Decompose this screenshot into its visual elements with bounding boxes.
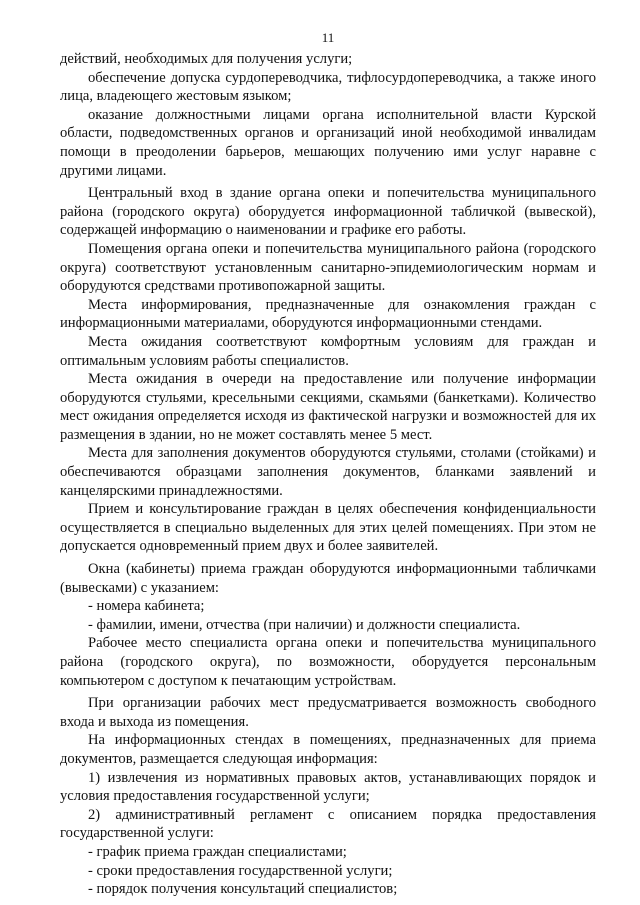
paragraph: оказание должностными лицами органа исполнительной власти Курской области, подведомственных органов и организаций иной необходимой инвалидам помощи в преодолении барьеров, мешающих получению ими услуг наравне с другими лицами.	[60, 106, 596, 179]
paragraph: обеспечение допуска сурдопереводчика, тифлосурдопереводчика, а также иного лица, владеющего жестовым языком;	[60, 69, 596, 105]
paragraph: Рабочее место специалиста органа опеки и попечительства муниципального района (городского округа), по возможности, оборудуется персональным компьютером с доступом к печатающим устройствам.	[60, 635, 596, 689]
paragraph: Места ожидания в очереди на предоставление или получение информации оборудуются стульями, кресельными секциями, скамьями (банкетками). Количество мест ожидания определяется исходя из фактической нагрузки и возможностей для их размещения в здании, но не может составлять менее 5 мест.	[60, 371, 596, 443]
list-item: - номера кабинета;	[88, 598, 205, 615]
paragraph: Прием и консультирование граждан в целях обеспечения конфиденциальности осуществляется в специально выделенных для этих целей помещениях. При этом не допускается одновременный прием двух и более заявителей.	[60, 501, 596, 555]
paragraph: действий, необходимых для получения услуги;	[60, 51, 353, 67]
list-item: - порядок получения консультаций специалистов;	[88, 881, 398, 898]
paragraph: Места ожидания соответствуют комфортным условиям для граждан и оптимальным условиям работы специалистов.	[60, 333, 596, 369]
list-item: 1) извлечения из нормативных правовых актов, устанавливающих порядок и условия предоставления государственной услуги;	[60, 769, 596, 805]
paragraph: Места информирования, предназначенные для ознакомления граждан с информационными материалами, оборудуются информационными стендами.	[60, 296, 596, 332]
paragraph: Центральный вход в здание органа опеки и попечительства муниципального района (городского округа) оборудуется информационной табличкой (вывеской), содержащей информацию о наименовании и графике его работы.	[60, 185, 596, 239]
paragraph: На информационных стендах в помещениях, предназначенных для приема документов, размещается следующая информация:	[60, 732, 596, 767]
paragraph: Места для заполнения документов оборудуются стульями, столами (стойками) и обеспечиваются образцами заполнения документов, бланками заявлений и канцелярскими принадлежностями.	[60, 445, 596, 499]
list-item: 2) административный регламент с описанием порядка предоставления государственной услуги:	[60, 806, 596, 842]
page-number: 11	[321, 30, 335, 45]
list-item: - фамилии, имени, отчества (при наличии) и должности специалиста.	[88, 616, 521, 633]
paragraph: Окна (кабинеты) приема граждан оборудуются информационными табличками (вывесками) с указанием:	[60, 561, 596, 596]
list-item: - сроки предоставления государственной услуги;	[88, 862, 393, 879]
paragraph: Помещения органа опеки и попечительства муниципального района (городского округа) соответствуют установленным санитарно-эпидемиологическим нормам и оборудуются средствами противопожарной защиты.	[60, 240, 596, 295]
paragraph: При организации рабочих мест предусматривается возможность свободного входа и выхода из помещения.	[60, 695, 596, 730]
list-item: - график приема граждан специалистами;	[88, 843, 347, 860]
